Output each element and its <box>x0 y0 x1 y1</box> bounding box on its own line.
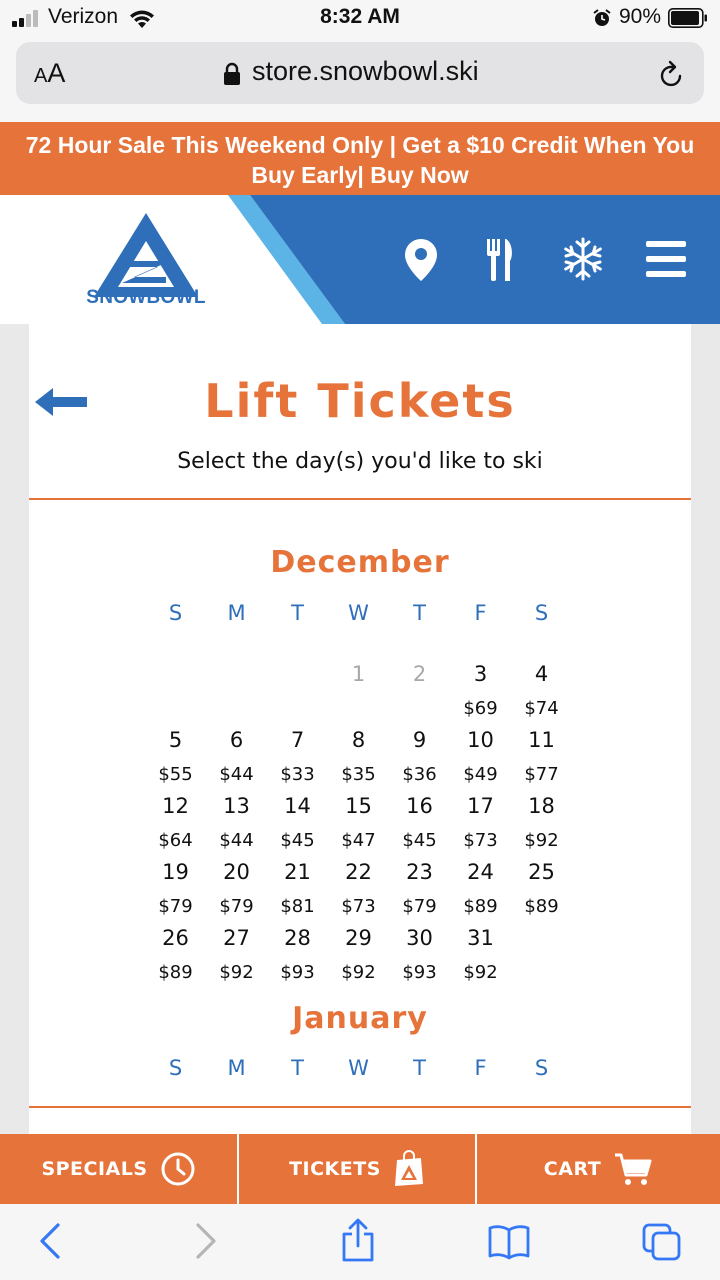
calendar-day[interactable]: 31 <box>467 926 494 950</box>
browser-toolbar <box>0 1204 720 1280</box>
calendar-empty-cell <box>328 698 389 728</box>
ticket-bag-icon <box>393 1150 425 1188</box>
calendar-day[interactable]: 15 <box>345 794 372 818</box>
tickets-tab-label: TICKETS <box>289 1158 381 1180</box>
address-bar[interactable] <box>16 42 704 104</box>
day-price[interactable]: $79 <box>158 896 193 917</box>
specials-tab-label: SPECIALS <box>41 1158 148 1180</box>
day-price[interactable]: $64 <box>158 830 193 851</box>
calendar-day[interactable]: 18 <box>528 794 555 818</box>
month-title-december: December <box>270 545 450 580</box>
logo-text: SNOWBOWL <box>86 287 206 308</box>
month-title-january: January <box>292 1001 428 1036</box>
calendar-day[interactable]: 16 <box>406 794 433 818</box>
calendar-day[interactable]: 10 <box>467 728 494 752</box>
calendar-empty-cell <box>206 662 267 692</box>
calendar-day[interactable]: 9 <box>412 728 427 752</box>
day-price[interactable]: $79 <box>219 896 254 917</box>
weekday-label: W <box>348 1056 369 1080</box>
calendar-week-prices <box>145 764 573 794</box>
calendar-empty-cell <box>511 962 572 992</box>
weekday-label: T <box>413 1056 426 1080</box>
weekday-label: S <box>168 1056 183 1080</box>
calendar-day: 1 <box>351 662 366 686</box>
calendar-empty-cell <box>267 698 328 728</box>
day-price[interactable]: $92 <box>463 962 498 983</box>
day-price[interactable]: $49 <box>463 764 498 785</box>
calendar-day[interactable]: 8 <box>351 728 366 752</box>
specials-tab[interactable] <box>0 1134 237 1204</box>
day-price[interactable]: $33 <box>280 764 315 785</box>
day-price[interactable]: $45 <box>402 830 437 851</box>
calendar-day[interactable]: 7 <box>290 728 305 752</box>
day-price[interactable]: $89 <box>158 962 193 983</box>
calendar-day[interactable]: 17 <box>467 794 494 818</box>
forward-icon[interactable] <box>192 1222 220 1260</box>
calendar-day[interactable]: 30 <box>406 926 433 950</box>
calendar-day[interactable]: 27 <box>223 926 250 950</box>
location-pin-icon[interactable] <box>403 237 439 283</box>
carrier-name: Verizon <box>48 5 119 28</box>
day-price[interactable]: $93 <box>402 962 437 983</box>
weekday-label: M <box>227 601 246 625</box>
promo-banner[interactable]: 72 Hour Sale This Weekend Only | Get a $10 Credit When You Buy Early| Buy Now <box>0 122 720 195</box>
weekday-label: S <box>534 1056 549 1080</box>
header-divider <box>29 498 691 500</box>
day-price[interactable]: $74 <box>524 698 559 719</box>
day-price[interactable]: $35 <box>341 764 376 785</box>
clock: 8:32 AM <box>320 5 400 28</box>
calendar-week-days <box>145 860 573 890</box>
day-price[interactable]: $89 <box>463 896 498 917</box>
weekday-label: M <box>227 1056 246 1080</box>
snowflake-icon[interactable] <box>561 236 605 282</box>
calendar-day[interactable]: 6 <box>229 728 244 752</box>
day-price[interactable]: $44 <box>219 764 254 785</box>
calendar-day[interactable]: 4 <box>534 662 549 686</box>
weekday-label: F <box>474 601 487 625</box>
menu-icon[interactable] <box>646 241 686 277</box>
lock-icon <box>222 62 242 86</box>
day-price[interactable]: $73 <box>341 896 376 917</box>
calendar-week-days <box>145 926 573 956</box>
url-text[interactable]: store.snowbowl.ski <box>252 56 479 86</box>
weekday-label: S <box>534 601 549 625</box>
day-price[interactable]: $93 <box>280 962 315 983</box>
status-bar <box>0 0 720 38</box>
day-price[interactable]: $81 <box>280 896 315 917</box>
calendar-empty-cell <box>511 926 572 956</box>
cart-tab[interactable] <box>477 1134 720 1204</box>
day-price[interactable]: $77 <box>524 764 559 785</box>
calendar-divider <box>29 1106 691 1108</box>
alarm-icon <box>592 8 612 28</box>
day-price[interactable]: $92 <box>341 962 376 983</box>
weekday-header-january <box>145 1056 573 1086</box>
calendar-day[interactable]: 11 <box>528 728 555 752</box>
calendar-empty-cell <box>267 662 328 692</box>
calendar-week-prices <box>145 698 573 728</box>
day-price[interactable]: $44 <box>219 830 254 851</box>
reload-icon[interactable] <box>658 59 686 89</box>
weekday-label: S <box>168 601 183 625</box>
calendar-empty-cell <box>145 662 206 692</box>
weekday-header-december <box>145 601 573 631</box>
calendar-week-prices <box>145 962 573 992</box>
calendar-day[interactable]: 24 <box>467 860 494 884</box>
day-price[interactable]: $69 <box>463 698 498 719</box>
weekday-label: F <box>474 1056 487 1080</box>
weekday-label: T <box>291 601 304 625</box>
bookmarks-icon[interactable] <box>487 1224 531 1260</box>
calendar-day[interactable]: 26 <box>162 926 189 950</box>
back-icon[interactable] <box>36 1222 64 1260</box>
calendar-week-prices <box>145 830 573 860</box>
day-price[interactable]: $79 <box>402 896 437 917</box>
calendar-day[interactable]: 14 <box>284 794 311 818</box>
calendar-day[interactable]: 29 <box>345 926 372 950</box>
calendar-week-days <box>145 794 573 824</box>
calendar-day[interactable]: 23 <box>406 860 433 884</box>
weekday-label: T <box>291 1056 304 1080</box>
battery-icon <box>668 8 708 28</box>
lift-tickets-card <box>29 324 691 1134</box>
calendar-week-days <box>145 662 573 692</box>
calendar-day[interactable]: 12 <box>162 794 189 818</box>
calendar-day[interactable]: 19 <box>162 860 189 884</box>
weekday-label: T <box>413 601 426 625</box>
calendar-empty-cell <box>206 698 267 728</box>
page-subtitle: Select the day(s) you'd like to ski <box>177 449 543 474</box>
calendar-day[interactable]: 25 <box>528 860 555 884</box>
weekday-label: W <box>348 601 369 625</box>
day-price[interactable]: $89 <box>524 896 559 917</box>
calendar-day[interactable]: 5 <box>168 728 183 752</box>
cart-icon <box>613 1151 653 1187</box>
day-price[interactable]: $92 <box>219 962 254 983</box>
day-price[interactable]: $47 <box>341 830 376 851</box>
bottom-tab-bar <box>0 1134 720 1204</box>
calendar-day[interactable]: 21 <box>284 860 311 884</box>
dining-icon[interactable] <box>485 237 515 283</box>
page-title: Lift Tickets <box>204 374 516 428</box>
calendar-day[interactable]: 13 <box>223 794 250 818</box>
tabs-icon[interactable] <box>641 1222 683 1262</box>
site-header <box>0 195 720 324</box>
calendar-day[interactable]: 3 <box>473 662 488 686</box>
tickets-tab[interactable] <box>239 1134 475 1204</box>
cart-tab-label: CART <box>543 1158 602 1180</box>
calendar-week-prices <box>145 896 573 926</box>
day-price[interactable]: $55 <box>158 764 193 785</box>
clock-icon <box>160 1151 196 1187</box>
day-price[interactable]: $36 <box>402 764 437 785</box>
browser-address-area <box>0 38 720 122</box>
text-size-button[interactable]: AA <box>34 58 66 88</box>
calendar-day[interactable]: 20 <box>223 860 250 884</box>
calendar-day[interactable]: 22 <box>345 860 372 884</box>
battery-percentage: 90% <box>619 5 662 28</box>
calendar-empty-cell <box>389 698 450 728</box>
calendar-empty-cell <box>145 698 206 728</box>
calendar-day[interactable]: 28 <box>284 926 311 950</box>
share-icon[interactable] <box>340 1218 376 1262</box>
day-price[interactable]: $92 <box>524 830 559 851</box>
day-price[interactable]: $45 <box>280 830 315 851</box>
day-price[interactable]: $73 <box>463 830 498 851</box>
calendar-day: 2 <box>412 662 427 686</box>
calendar-week-days <box>145 728 573 758</box>
